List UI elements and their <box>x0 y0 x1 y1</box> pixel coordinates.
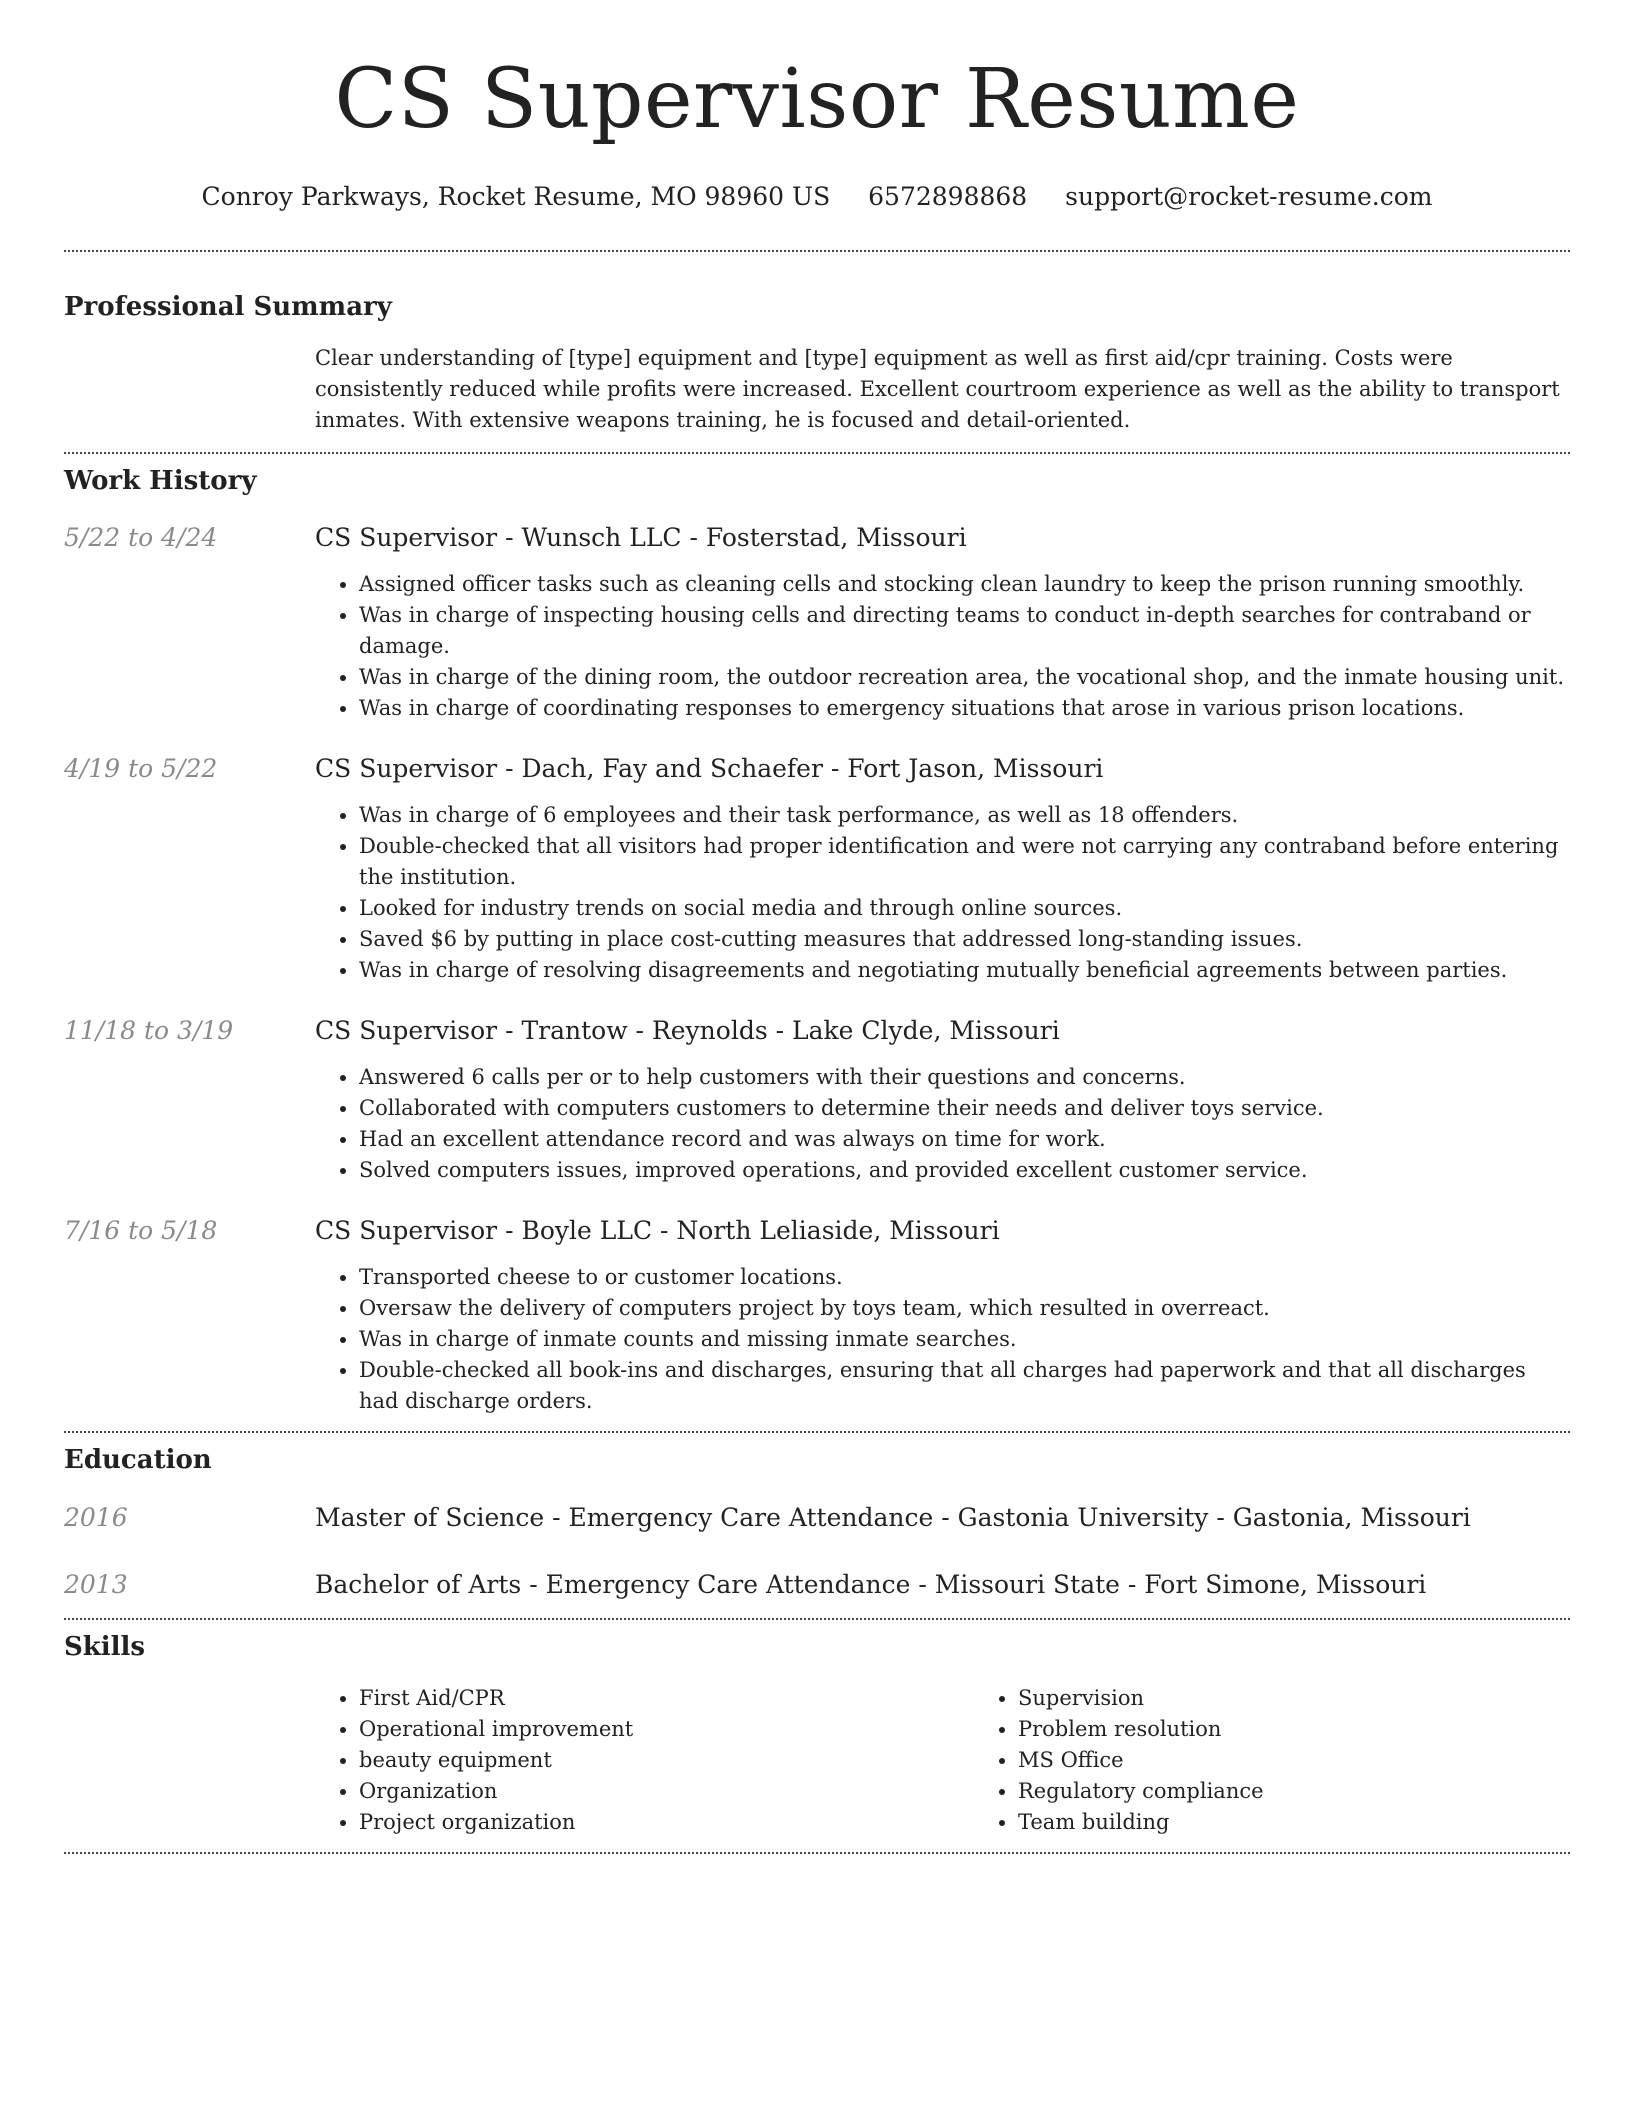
job-entry <box>64 521 1570 724</box>
skill-item: • Team building <box>1018 1807 1632 1838</box>
summary-text: Clear understanding of [type] equipment and [type] equipment as well as first aid/cpr training. Costs were consistently reduced while profits were increased. Excellent courtroom experience as well as the ability to transport inmates. With extensive weapons training, he is focused and detail-oriented. <box>315 346 1560 432</box>
skill-item: • Organization <box>359 1776 974 1807</box>
skill-item: • Operational improvement <box>359 1714 974 1745</box>
divider <box>64 250 1570 252</box>
education-entry <box>64 1501 1570 1535</box>
skill-item: • Project organization <box>359 1807 974 1838</box>
job-bullet: • Collaborated with computers customers to determine their needs and deliver toys service. <box>359 1093 1570 1124</box>
job-bullet: • Assigned officer tasks such as cleaning cells and stocking clean laundry to keep the prison running smoothly. <box>359 569 1570 600</box>
job-entry <box>64 1014 1570 1186</box>
skills-heading: Skills <box>64 1632 146 1662</box>
job-entry <box>64 752 1570 986</box>
skill-item: • MS Office <box>1018 1745 1632 1776</box>
summary-heading: Professional Summary <box>64 292 392 322</box>
job-dates: 4/19 to 5/22 <box>64 754 218 783</box>
job-bullet: • Was in charge of coordinating responses to emergency situations that arose in various prison locations. <box>359 693 1570 724</box>
summary-section <box>64 290 1570 436</box>
job-bullet: • Had an excellent attendance record and was always on time for work. <box>359 1124 1570 1155</box>
education-title: Master of Science - Emergency Care Attendance - Gastonia University - Gastonia, Missouri <box>315 1503 1471 1532</box>
job-bullet: • Was in charge of inmate counts and missing inmate searches. <box>359 1324 1570 1355</box>
skill-item: • Supervision <box>1018 1683 1632 1714</box>
education-title: Bachelor of Arts - Emergency Care Attendance - Missouri State - Fort Simone, Missouri <box>315 1570 1427 1599</box>
divider <box>64 1852 1570 1854</box>
job-bullet: • Answered 6 calls per or to help customers with their questions and concerns. <box>359 1062 1570 1093</box>
job-dates: 7/16 to 5/18 <box>64 1216 218 1245</box>
job-title: CS Supervisor - Boyle LLC - North Leliaside, Missouri <box>315 1216 1000 1245</box>
work-section <box>64 464 1570 1417</box>
education-entry <box>64 1568 1570 1602</box>
skill-item: • First Aid/CPR <box>359 1683 974 1714</box>
job-bullet: • Was in charge of the dining room, the outdoor recreation area, the vocational shop, and the inmate housing unit. <box>359 662 1570 693</box>
job-bullet: • Solved computers issues, improved operations, and provided excellent customer service. <box>359 1155 1570 1186</box>
job-dates: 11/18 to 3/19 <box>64 1016 234 1045</box>
contact-address: Conroy Parkways, Rocket Resume, MO 98960 US <box>201 182 831 211</box>
skill-item: • beauty equipment <box>359 1745 974 1776</box>
job-title: CS Supervisor - Wunsch LLC - Fosterstad, Missouri <box>315 523 967 552</box>
skills-list-right <box>974 1683 1632 1838</box>
work-heading: Work History <box>64 466 257 496</box>
divider <box>64 452 1570 454</box>
skill-item: • Regulatory compliance <box>1018 1776 1632 1807</box>
job-bullet: • Saved $6 by putting in place cost-cutting measures that addressed long-standing issues. <box>359 924 1570 955</box>
contact-phone: 6572898868 <box>868 182 1028 211</box>
job-bullet: • Oversaw the delivery of computers project by toys team, which resulted in overreact. <box>359 1293 1570 1324</box>
resume-page <box>64 0 1570 1854</box>
job-bullet: • Double-checked all book-ins and discharges, ensuring that all charges had paperwork and that all discharges had discharge orders. <box>359 1355 1570 1417</box>
education-section <box>64 1443 1570 1602</box>
education-heading: Education <box>64 1445 212 1475</box>
contact-line <box>64 180 1570 214</box>
skills-list-left <box>315 1683 974 1838</box>
skill-item: • Problem resolution <box>1018 1714 1632 1745</box>
contact-email: support@rocket-resume.com <box>1065 182 1433 211</box>
job-bullet: • Double-checked that all visitors had proper identification and were not carrying any contraband before entering the institution. <box>359 831 1570 893</box>
job-bullet: • Was in charge of 6 employees and their task performance, as well as 18 offenders. <box>359 800 1570 831</box>
resume-title: CS Supervisor Resume <box>334 52 1300 147</box>
job-bullet: • Looked for industry trends on social media and through online sources. <box>359 893 1570 924</box>
job-bullet: • Transported cheese to or customer locations. <box>359 1262 1570 1293</box>
job-dates: 5/22 to 4/24 <box>64 523 218 552</box>
job-title: CS Supervisor - Trantow - Reynolds - Lake Clyde, Missouri <box>315 1016 1060 1045</box>
skills-section <box>64 1630 1570 1838</box>
divider <box>64 1431 1570 1433</box>
job-title: CS Supervisor - Dach, Fay and Schaefer - Fort Jason, Missouri <box>315 754 1104 783</box>
divider <box>64 1618 1570 1620</box>
education-year: 2013 <box>64 1570 128 1599</box>
education-year: 2016 <box>64 1503 128 1532</box>
job-bullet: • Was in charge of resolving disagreements and negotiating mutually beneficial agreements between parties. <box>359 955 1570 986</box>
job-entry <box>64 1214 1570 1417</box>
job-bullet: • Was in charge of inspecting housing cells and directing teams to conduct in-depth searches for contraband or damage. <box>359 600 1570 662</box>
